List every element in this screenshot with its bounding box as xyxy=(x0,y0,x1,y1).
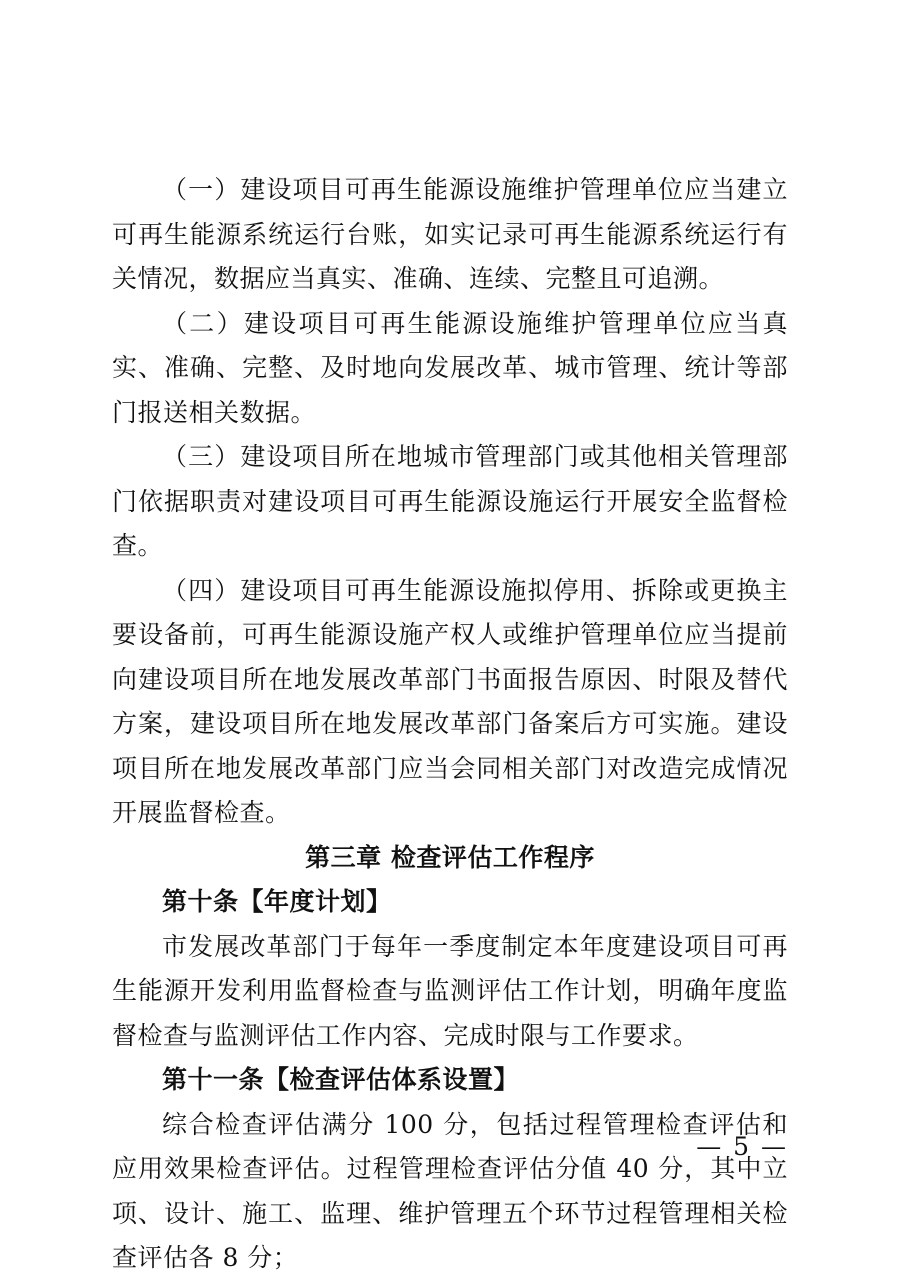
chapter-heading: 第三章 检查评估工作程序 xyxy=(305,842,595,872)
paragraph-item-3: （三）建设项目所在地城市管理部门或其他相关管理部门依据职责对建设项目可再生能源设施运行开展安全监督检查。 xyxy=(112,442,788,560)
paragraph-item-4: （四）建设项目可再生能源设施拟停用、拆除或更换主要设备前，可再生能源设施产权人或维护管理单位应当提前向建设项目所在地发展改革部门书面报告原因、时限及替代方案，建设项目所在地发展改革部门备案后方可实施。建设项目所在地发展改革部门应当会同相关部门对改造完成情况开展监督检查。 xyxy=(112,575,788,827)
paragraph-item-1: （一）建设项目可再生能源设施维护管理单位应当建立可再生能源系统运行台账，如实记录可再生能源系统运行有关情况，数据应当真实、准确、连续、完整且可追溯。 xyxy=(112,175,788,293)
article-11-title: 第十一条【检查评估体系设置】 xyxy=(162,1065,520,1094)
article-10-title: 第十条【年度计划】 xyxy=(162,887,392,916)
paragraph-item-2: （二）建设项目可再生能源设施维护管理单位应当真实、准确、完整、及时地向发展改革、城市管理、统计等部门报送相关数据。 xyxy=(112,308,788,427)
page-number: — 5 — xyxy=(696,1132,788,1161)
article-10-body: 市发展改革部门于每年一季度制定本年度建设项目可再生能源开发利用监督检查与监测评估工作计划，明确年度监督检查与监测评估工作内容、完成时限与工作要求。 xyxy=(112,931,788,1050)
document-body xyxy=(112,168,788,1281)
article-11-body: 综合检查评估满分 100 分，包括过程管理检查评估和应用效果检查评估。过程管理检查评估分值 40 分，其中立项、设计、施工、监理、维护管理五个环节过程管理相关检查评估各 8 分； xyxy=(112,1109,788,1272)
